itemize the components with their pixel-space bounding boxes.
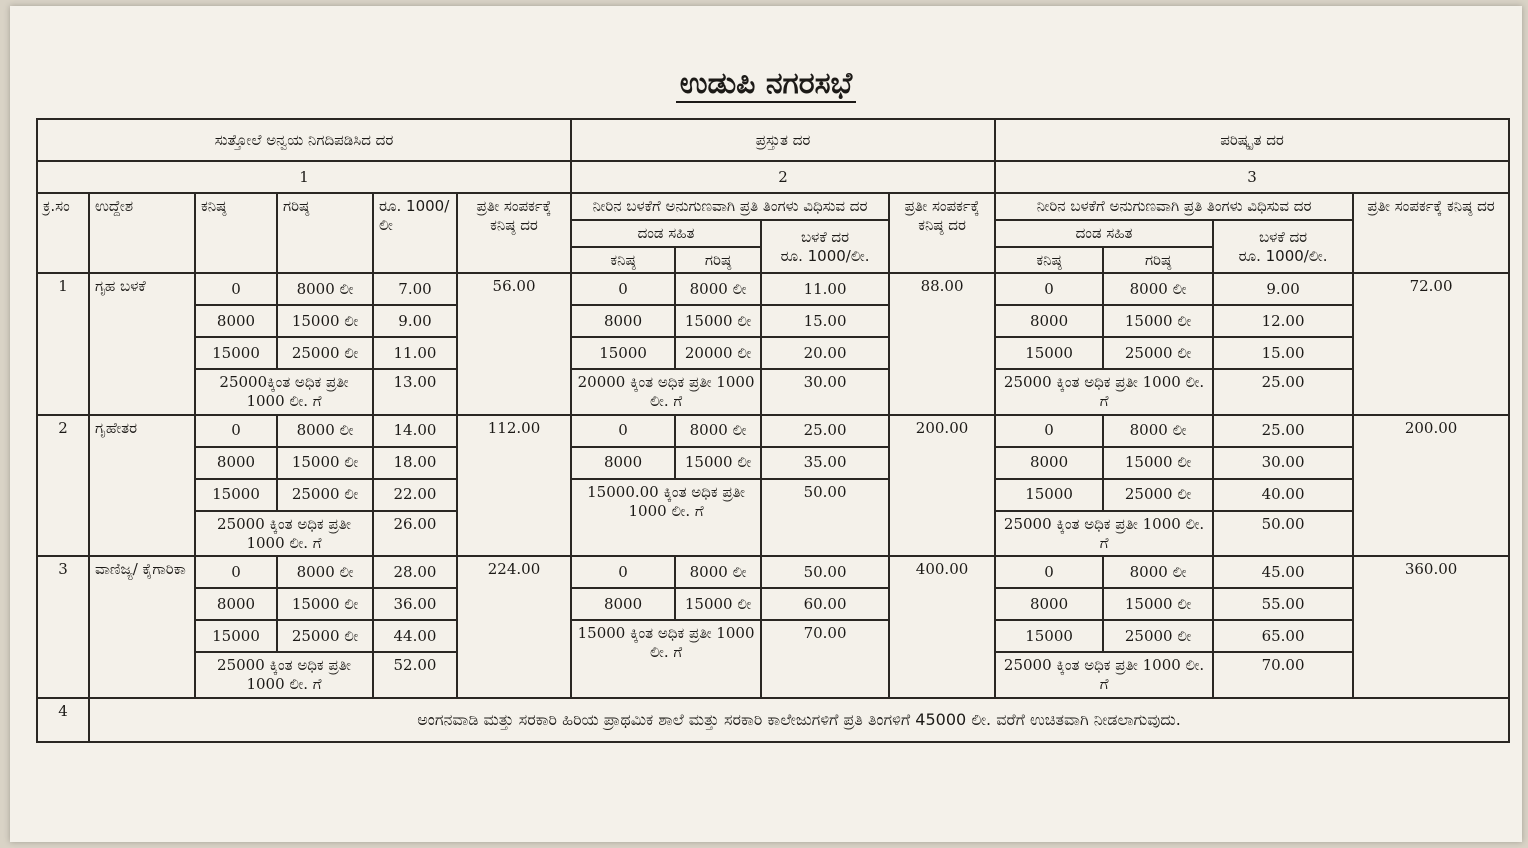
- slab-min-1: 0: [195, 556, 277, 588]
- per-connection-2: 200.00: [889, 415, 995, 557]
- slab-rate-1: 9.00: [373, 305, 457, 337]
- slab-rate-1: 36.00: [373, 588, 457, 620]
- row-purpose: ವಾಣಿಜ್ಯ/ ಕೈಗಾರಿಕಾ: [89, 556, 195, 698]
- slab-min-1: 15000: [195, 337, 277, 369]
- slab-min-3: 0: [995, 556, 1103, 588]
- slab-max-3: 15000 ಲೀ: [1103, 588, 1213, 620]
- slab-max-1: 15000 ಲೀ: [277, 447, 373, 479]
- slab-rate-3: 25.00: [1213, 415, 1353, 447]
- above-slab-rate-1: 26.00: [373, 511, 457, 557]
- above-slab-text-2: 15000.00 ಕ್ಕಿಂತ ಅಧಿಕ ಪ್ರತೀ 1000 ಲೀ. ಗೆ: [571, 479, 761, 557]
- slab-min-1: 8000: [195, 588, 277, 620]
- per-connection-1: 112.00: [457, 415, 571, 557]
- slab-rate-3: 9.00: [1213, 273, 1353, 305]
- col-header-purpose: ಉದ್ದೇಶ: [89, 193, 195, 273]
- slab-min-3: 15000: [995, 337, 1103, 369]
- row-purpose: ಗೃಹೇತರ: [89, 415, 195, 557]
- col-header-max-3: ಗರಿಷ್ಠ: [1103, 247, 1213, 274]
- table-row: [37, 415, 1509, 447]
- slab-rate-3: 65.00: [1213, 620, 1353, 652]
- slab-rate-2: 25.00: [761, 415, 889, 447]
- row-number: 1: [37, 273, 89, 415]
- slab-min-2: 15000: [571, 337, 675, 369]
- above-slab-rate-3: 50.00: [1213, 511, 1353, 557]
- slab-max-3: 8000 ಲೀ: [1103, 273, 1213, 305]
- per-connection-3: 360.00: [1353, 556, 1509, 698]
- slab-max-2: 15000 ಲೀ: [675, 447, 761, 479]
- slab-max-2: 8000 ಲೀ: [675, 556, 761, 588]
- table-row: [37, 369, 1509, 415]
- slab-rate-3: 45.00: [1213, 556, 1353, 588]
- section-circular-rate: ಸುತ್ತೋಲೆ ಅನ್ವಯ ನಿಗದಿಪಡಿಸಿದ ದರ: [37, 119, 571, 161]
- table-row: [37, 273, 1509, 305]
- water-rate-table: [36, 118, 1510, 743]
- col-header-per-connection-3: ಪ್ರತೀ ಸಂಪರ್ಕಕ್ಕೆ ಕನಿಷ್ಠ ದರ: [1353, 193, 1509, 273]
- col-header-max-2: ಗರಿಷ್ಠ: [675, 247, 761, 274]
- slab-min-3: 15000: [995, 620, 1103, 652]
- slab-min-2: 8000: [571, 447, 675, 479]
- col-header-min-2: ಕನಿಷ್ಠ: [571, 247, 675, 274]
- slab-rate-2: 50.00: [761, 556, 889, 588]
- slab-min-3: 8000: [995, 447, 1103, 479]
- slab-rate-3: 40.00: [1213, 479, 1353, 511]
- slab-max-2: 8000 ಲೀ: [675, 415, 761, 447]
- slab-min-3: 0: [995, 415, 1103, 447]
- slab-rate-1: 11.00: [373, 337, 457, 369]
- above-slab-text-2: 20000 ಕ್ಕಿಂತ ಅಧಿಕ ಪ್ರತೀ 1000 ಲೀ. ಗೆ: [571, 369, 761, 415]
- slab-rate-3: 55.00: [1213, 588, 1353, 620]
- col-header-min: ಕನಿಷ್ಠ: [195, 193, 277, 273]
- per-connection-2: 400.00: [889, 556, 995, 698]
- slab-rate-1: 22.00: [373, 479, 457, 511]
- col-header-monthly-rate-2: ನೀರಿನ ಬಳಕೆಗೆ ಅನುಗುಣವಾಗಿ ಪ್ರತಿ ತಿಂಗಳು ವಿಧಿಸುವ ದರ: [571, 193, 889, 220]
- slab-rate-1: 14.00: [373, 415, 457, 447]
- per-connection-2: 88.00: [889, 273, 995, 415]
- slab-max-2: 8000 ಲೀ: [675, 273, 761, 305]
- above-slab-text-2: 15000 ಕ್ಕಿಂತ ಅಧಿಕ ಪ್ರತೀ 1000 ಲೀ. ಗೆ: [571, 620, 761, 698]
- rate-table-body: [37, 273, 1509, 742]
- table-row: [37, 447, 1509, 479]
- table-row: [37, 337, 1509, 369]
- slab-rate-3: 30.00: [1213, 447, 1353, 479]
- slab-min-2: 8000: [571, 588, 675, 620]
- table-row: [37, 556, 1509, 588]
- slab-max-3: 25000 ಲೀ: [1103, 620, 1213, 652]
- slab-min-2: 0: [571, 273, 675, 305]
- slab-min-2: 0: [571, 415, 675, 447]
- slab-max-3: 25000 ಲೀ: [1103, 337, 1213, 369]
- above-slab-rate-2: 50.00: [761, 479, 889, 557]
- slab-rate-1: 7.00: [373, 273, 457, 305]
- note-row-number: 4: [37, 698, 89, 742]
- col-header-sno: ಕ್ರ.ಸಂ: [37, 193, 89, 273]
- slab-max-2: 20000 ಲೀ: [675, 337, 761, 369]
- section-current-rate: ಪ್ರಸ್ತುತ ದರ: [571, 119, 995, 161]
- slab-min-1: 0: [195, 415, 277, 447]
- section-number-2: 2: [571, 161, 995, 193]
- slab-min-1: 8000: [195, 305, 277, 337]
- slab-max-1: 8000 ಲೀ: [277, 556, 373, 588]
- above-slab-text-3: 25000 ಕ್ಕಿಂತ ಅಧಿಕ ಪ್ರತೀ 1000 ಲೀ. ಗೆ: [995, 369, 1213, 415]
- slab-rate-2: 11.00: [761, 273, 889, 305]
- note-row: [37, 698, 1509, 742]
- document-sheet: [10, 6, 1522, 842]
- col-header-per-connection-2: ಪ್ರತೀ ಸಂಪರ್ಕಕ್ಕೆ ಕನಿಷ್ಠ ದರ: [889, 193, 995, 273]
- above-slab-text-1: 25000ಕ್ಕಿಂತ ಅಧಿಕ ಪ್ರತೀ 1000 ಲೀ. ಗೆ: [195, 369, 373, 415]
- slab-rate-1: 28.00: [373, 556, 457, 588]
- slab-min-3: 0: [995, 273, 1103, 305]
- above-slab-rate-2: 70.00: [761, 620, 889, 698]
- above-slab-rate-3: 25.00: [1213, 369, 1353, 415]
- slab-max-3: 15000 ಲೀ: [1103, 447, 1213, 479]
- slab-min-1: 15000: [195, 620, 277, 652]
- section-title-row: [37, 119, 1509, 161]
- above-slab-rate-2: 30.00: [761, 369, 889, 415]
- col-header-min-3: ಕನಿಷ್ಠ: [995, 247, 1103, 274]
- slab-max-3: 15000 ಲೀ: [1103, 305, 1213, 337]
- col-header-monthly-rate-3: ನೀರಿನ ಬಳಕೆಗೆ ಅನುಗುಣವಾಗಿ ಪ್ರತಿ ತಿಂಗಳು ವಿಧಿಸುವ ದರ: [995, 193, 1353, 220]
- above-slab-rate-1: 13.00: [373, 369, 457, 415]
- note-text: ಅಂಗನವಾಡಿ ಮತ್ತು ಸರಕಾರಿ ಹಿರಿಯ ಪ್ರಾಥಮಿಕ ಶಾಲೆ ಮತ್ತು ಸರಕಾರಿ ಕಾಲೇಜುಗಳಿಗೆ ಪ್ರತಿ ತಿಂಗಳಿಗೆ 45000 ಲೀ. ವರೆಗೆ ಉಚಿತವಾಗಿ ನೀಡಲಾಗುವುದು.: [89, 698, 1509, 742]
- slab-rate-1: 44.00: [373, 620, 457, 652]
- slab-rate-3: 15.00: [1213, 337, 1353, 369]
- slab-min-2: 0: [571, 556, 675, 588]
- row-purpose: ಗೃಹ ಬಳಕೆ: [89, 273, 195, 415]
- row-number: 3: [37, 556, 89, 698]
- above-slab-text-3: 25000 ಕ್ಕಿಂತ ಅಧಿಕ ಪ್ರತೀ 1000 ಲೀ. ಗೆ: [995, 652, 1213, 698]
- above-slab-rate-1: 52.00: [373, 652, 457, 698]
- slab-max-3: 8000 ಲೀ: [1103, 556, 1213, 588]
- slab-rate-3: 12.00: [1213, 305, 1353, 337]
- slab-max-1: 25000 ಲೀ: [277, 479, 373, 511]
- slab-max-1: 8000 ಲೀ: [277, 273, 373, 305]
- table-row: [37, 479, 1509, 511]
- above-slab-rate-3: 70.00: [1213, 652, 1353, 698]
- table-row: [37, 588, 1509, 620]
- table-row: [37, 620, 1509, 652]
- slab-min-1: 15000: [195, 479, 277, 511]
- above-slab-text-1: 25000 ಕ್ಕಿಂತ ಅಧಿಕ ಪ್ರತೀ 1000 ಲೀ. ಗೆ: [195, 511, 373, 557]
- slab-rate-2: 35.00: [761, 447, 889, 479]
- slab-rate-1: 18.00: [373, 447, 457, 479]
- slab-rate-2: 15.00: [761, 305, 889, 337]
- slab-max-1: 15000 ಲೀ: [277, 305, 373, 337]
- col-header-per-connection-1: ಪ್ರತೀ ಸಂಪರ್ಕಕ್ಕೆ ಕನಿಷ್ಠ ದರ: [457, 193, 571, 273]
- slab-max-1: 25000 ಲೀ: [277, 337, 373, 369]
- slab-max-2: 15000 ಲೀ: [675, 588, 761, 620]
- slab-max-2: 15000 ಲೀ: [675, 305, 761, 337]
- above-slab-text-1: 25000 ಕ್ಕಿಂತ ಅಧಿಕ ಪ್ರತೀ 1000 ಲೀ. ಗೆ: [195, 652, 373, 698]
- slab-min-2: 8000: [571, 305, 675, 337]
- table-row: [37, 305, 1509, 337]
- col-header-slab-2: ದಂಡ ಸಹಿತ: [571, 220, 761, 247]
- slab-rate-2: 20.00: [761, 337, 889, 369]
- row-number: 2: [37, 415, 89, 557]
- above-slab-text-3: 25000 ಕ್ಕಿಂತ ಅಧಿಕ ಪ್ರತೀ 1000 ಲೀ. ಗೆ: [995, 511, 1213, 557]
- slab-min-3: 15000: [995, 479, 1103, 511]
- slab-min-1: 8000: [195, 447, 277, 479]
- section-number-row: [37, 161, 1509, 193]
- section-revised-rate: ಪರಿಷ್ಕೃತ ದರ: [995, 119, 1509, 161]
- per-connection-3: 200.00: [1353, 415, 1509, 557]
- slab-max-1: 15000 ಲೀ: [277, 588, 373, 620]
- col-header-usage-rate-3: ಬಳಕೆ ದರ ರೂ. 1000/ಲೀ.: [1213, 220, 1353, 274]
- slab-rate-2: 60.00: [761, 588, 889, 620]
- slab-min-3: 8000: [995, 305, 1103, 337]
- section-number-3: 3: [995, 161, 1509, 193]
- slab-max-3: 25000 ಲೀ: [1103, 479, 1213, 511]
- slab-min-3: 8000: [995, 588, 1103, 620]
- slab-max-1: 25000 ಲೀ: [277, 620, 373, 652]
- per-connection-1: 224.00: [457, 556, 571, 698]
- section-number-1: 1: [37, 161, 571, 193]
- col-header-usage-rate-2: ಬಳಕೆ ದರ ರೂ. 1000/ಲೀ.: [761, 220, 889, 274]
- header-row-1: [37, 193, 1509, 220]
- col-header-max: ಗರಿಷ್ಠ: [277, 193, 373, 273]
- slab-min-1: 0: [195, 273, 277, 305]
- page-title: ಉಡುಪಿ ನಗರಸಭೆ: [10, 66, 1522, 101]
- col-header-slab-3: ದಂಡ ಸಹಿತ: [995, 220, 1213, 247]
- slab-max-3: 8000 ಲೀ: [1103, 415, 1213, 447]
- per-connection-1: 56.00: [457, 273, 571, 415]
- slab-max-1: 8000 ಲೀ: [277, 415, 373, 447]
- col-header-rate: ರೂ. 1000/ಲೀ: [373, 193, 457, 273]
- per-connection-3: 72.00: [1353, 273, 1509, 415]
